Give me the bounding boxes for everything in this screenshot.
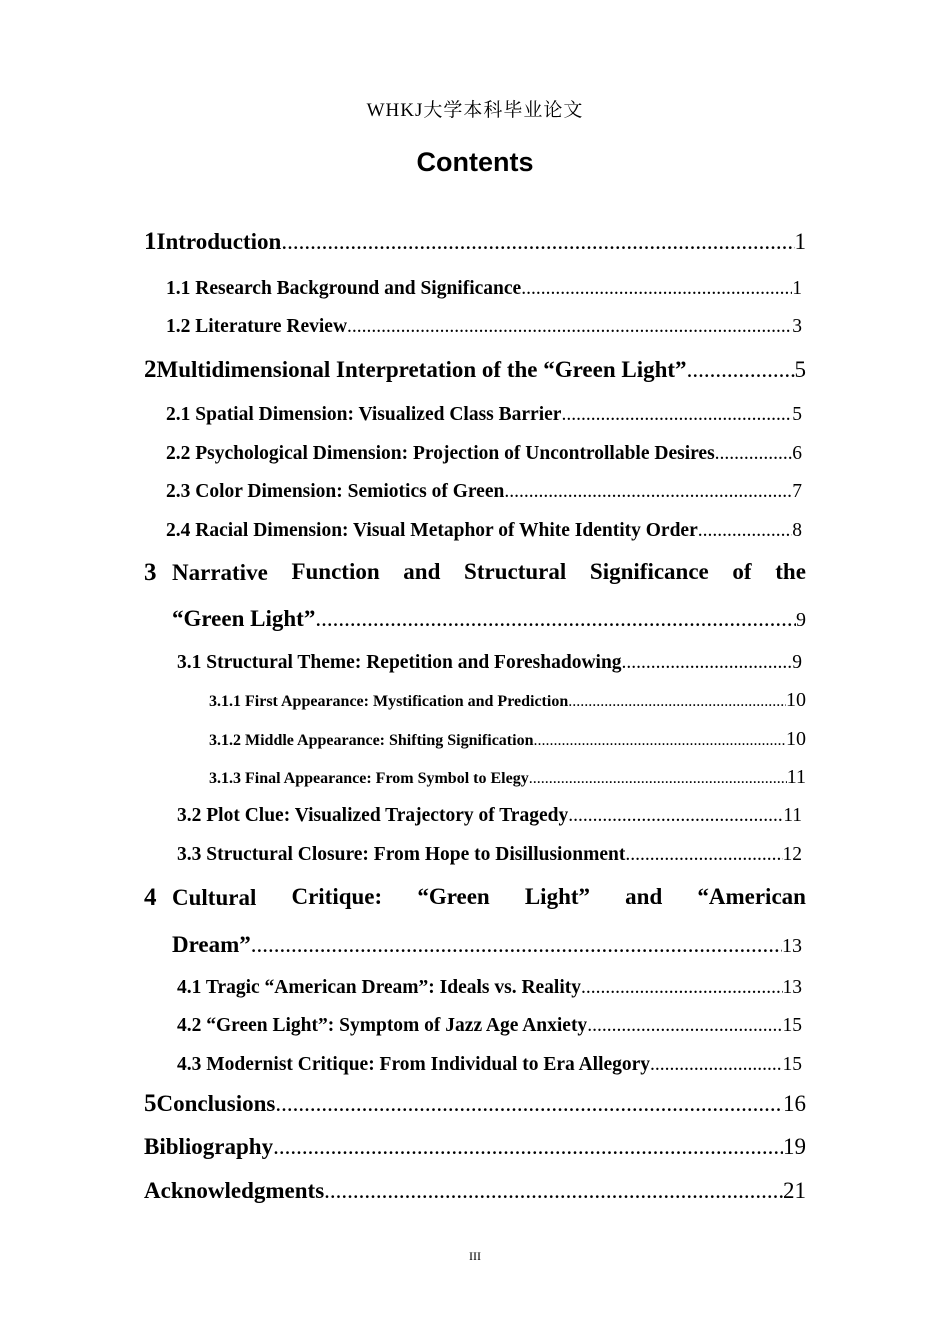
toc-entry-bibliography[interactable] [144,1134,806,1160]
toc-entry-title: 3.3 Structural Closure: From Hope to Disillusionment [177,844,626,865]
dot-leader [533,732,786,750]
toc-entry-title: 3.1.3 Final Appearance: From Symbol to Elegy [209,770,529,787]
title-word: Function [291,559,380,584]
chapter-number: 1 [144,228,157,255]
toc-entry-title: Conclusions [156,1091,276,1116]
dot-leader [650,1054,782,1076]
dot-leader [504,481,792,503]
dot-leader [587,1015,782,1037]
toc-entry-title-line [144,884,806,912]
dot-leader [281,229,794,255]
toc-entry-title: 3.1.1 First Appearance: Mystification and Prediction [209,693,569,710]
toc-entry-3-1-1[interactable] [209,689,806,712]
toc-page-number: 3 [792,316,802,337]
toc-page-number: 13 [782,977,802,998]
toc-entry-1-2[interactable] [166,316,802,338]
dot-leader [347,316,792,338]
title-word: “American [697,884,806,909]
toc-page-number: 1 [794,229,806,254]
title-word: Significance [589,559,709,584]
dot-leader [251,932,782,958]
toc-entry-3[interactable] [144,559,806,587]
title-word: and [625,884,663,909]
dot-leader [625,844,782,866]
toc-entry-title: “Green Light” [172,606,316,631]
toc-page-number: 19 [783,1134,806,1159]
toc-entry-title: Multidimensional Interpretation of the “Green Light” [156,357,687,382]
toc-entry-acknowledgments[interactable] [144,1178,806,1204]
toc-entry-title: 4.2 “Green Light”: Symptom of Jazz Age Anxiety [177,1015,588,1036]
toc-page-number: 15 [782,1054,802,1075]
toc-entry-title-line [144,559,806,587]
toc-entry-2-1[interactable] [166,404,802,426]
toc-page-number: 11 [783,805,802,826]
toc-page-number: 9 [792,652,802,673]
dot-leader [622,652,793,674]
toc-entry-title: 3.1 Structural Theme: Repetition and Foreshadowing [177,652,622,673]
toc-entry-title: 2.2 Psychological Dimension: Projection of Uncontrollable Desires [166,443,715,464]
toc-entry-2[interactable] [144,356,806,384]
chapter-number: 3 [144,559,157,586]
toc-page-number: 6 [792,443,802,464]
title-word: of [732,559,752,584]
dot-leader [315,606,796,632]
dot-leader [568,693,786,711]
toc-entry-4-2[interactable] [177,1015,802,1037]
toc-page-number: 12 [782,844,802,865]
dot-leader [568,805,783,827]
toc-page-number: 15 [782,1015,802,1036]
toc-entry-title: 1.1 Research Background and Significance [166,278,522,299]
dot-leader [521,278,792,300]
document-header: WHKJ大学本科毕业论文 [366,100,584,121]
toc-page-number: 21 [783,1178,806,1203]
toc-entry-2-4[interactable] [166,520,802,542]
toc-entry-title: 1.2 Literature Review [166,316,348,337]
toc-entry-3-1[interactable] [177,652,802,674]
title-word: “Green [417,884,490,909]
dot-leader [529,770,787,788]
toc-entry-5[interactable] [144,1090,806,1118]
contents-title: Contents [416,147,534,177]
toc-entry-title: Acknowledgments [144,1178,325,1203]
toc-page-number: 7 [792,481,802,502]
toc-entry-1-1[interactable] [166,278,802,300]
toc-page-number: 10 [786,728,806,750]
toc-page-number: 8 [792,520,802,541]
toc-entry-4-3[interactable] [177,1054,802,1076]
toc-entry-title: Dream” [172,932,251,957]
toc-entry-3-continued[interactable] [172,606,806,632]
dot-leader [687,357,795,383]
toc-entry-4-continued[interactable] [172,932,802,958]
toc-page-number: 9 [796,609,806,631]
dot-leader [273,1134,783,1160]
chapter-number: 2 [144,356,157,383]
toc-entry-2-2[interactable] [166,443,802,465]
dot-leader [715,443,793,465]
dot-leader [561,404,792,426]
toc-page-number: 10 [786,689,806,711]
toc-entry-title: Introduction [156,229,282,254]
title-word: Light” [524,884,591,909]
toc-entry-title: 3.2 Plot Clue: Visualized Trajectory of Tragedy [177,805,569,826]
chapter-number: 5 [144,1090,157,1117]
toc-entry-title: 4.1 Tragic “American Dream”: Ideals vs. Reality [177,977,582,998]
dot-leader [275,1091,783,1117]
toc-entry-3-2[interactable] [177,805,802,827]
chapter-number: 4 [144,884,157,911]
dot-leader [324,1178,783,1204]
toc-entry-title: 2.4 Racial Dimension: Visual Metaphor of White Identity Order [166,520,698,541]
title-word: the [775,559,806,584]
title-word: Cultural [172,885,257,910]
toc-page-number: 16 [783,1091,806,1116]
toc-entry-title: 2.3 Color Dimension: Semiotics of Green [166,481,505,502]
toc-entry-title: 3.1.2 Middle Appearance: Shifting Signification [209,732,534,749]
toc-entry-3-1-3[interactable] [209,766,806,789]
toc-entry-3-3[interactable] [177,844,802,866]
toc-entry-title: Bibliography [144,1134,274,1159]
title-word: Structural [464,559,567,584]
toc-entry-4[interactable] [144,884,806,912]
toc-entry-3-1-2[interactable] [209,728,806,751]
toc-entry-title: 4.3 Modernist Critique: From Individual to Era Allegory [177,1054,651,1075]
toc-entry-1[interactable] [144,228,806,256]
toc-page-number: 5 [794,357,806,382]
toc-page-number: 13 [782,935,802,957]
dot-leader [698,520,793,542]
toc-page-number: 1 [792,278,802,299]
toc-entry-4-1[interactable] [177,977,802,999]
title-word: Critique: [291,884,383,909]
toc-entry-2-3[interactable] [166,481,802,503]
toc-page-number: 5 [792,404,802,425]
toc-page-number: 11 [786,766,806,788]
title-word: Narrative [172,560,268,585]
dot-leader [581,977,782,999]
page-number-footer: III [469,1249,481,1263]
toc-entry-title: 2.1 Spatial Dimension: Visualized Class Barrier [166,404,562,425]
title-word: and [403,559,441,584]
